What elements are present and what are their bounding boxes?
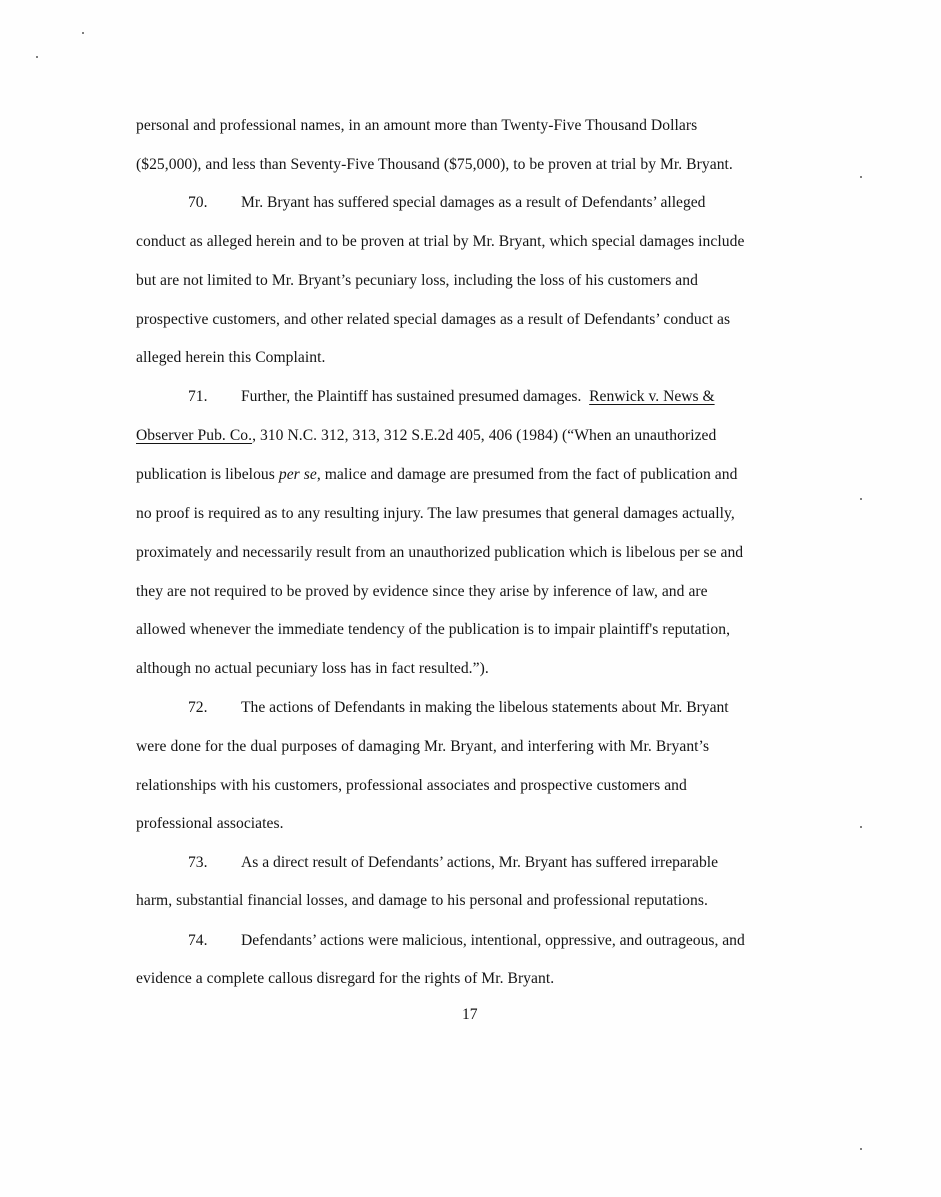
case-citation-part-2: Observer Pub. Co. (136, 427, 253, 444)
paragraph-line: As a direct result of Defendants’ actions, Mr. Bryant has suffered irreparable (241, 854, 719, 871)
paragraph-line: The actions of Defendants in making the libelous statements about Mr. Bryant (241, 699, 729, 716)
intro-line-2: ($25,000), and less than Seventy-Five Thousand ($75,000), to be proven at trial by Mr. Bryant. (136, 156, 733, 173)
paragraph-number: 72. (188, 699, 208, 716)
scan-speck (860, 176, 862, 178)
paragraph-text: publication is libelous (136, 466, 279, 483)
paragraph-line: no proof is required as to any resulting injury. The law presumes that general damages actually, (136, 505, 735, 522)
paragraph-line: evidence a complete callous disregard for the rights of Mr. Bryant. (136, 970, 555, 987)
scan-speck (860, 498, 862, 500)
paragraph-text: Further, the Plaintiff has sustained presumed damages. (241, 388, 582, 405)
paragraph-number: 71. (188, 388, 208, 405)
paragraph-line: proximately and necessarily result from an unauthorized publication which is libelous per se and (136, 544, 744, 561)
paragraph-line: were done for the dual purposes of damaging Mr. Bryant, and interfering with Mr. Bryant’s (136, 738, 710, 755)
paragraph-line: conduct as alleged herein and to be proven at trial by Mr. Bryant, which special damages include (136, 233, 745, 250)
paragraph-line: but are not limited to Mr. Bryant’s pecuniary loss, including the loss of his customers and (136, 272, 698, 289)
paragraph-line: allowed whenever the immediate tendency of the publication is to impair plaintiff's reputation, (136, 621, 731, 638)
paragraph-line (136, 465, 737, 485)
paragraph-line (136, 426, 716, 446)
citation-reference: , 310 N.C. 312, 313, 312 S.E.2d 405, 406 (1984) (“When an unauthorized (252, 427, 717, 444)
paragraph-line: relationships with his customers, professional associates and prospective customers and (136, 777, 687, 794)
paragraph-line: alleged herein this Complaint. (136, 349, 326, 366)
intro-line-1: personal and professional names, in an amount more than Twenty-Five Thousand Dollars (136, 117, 698, 134)
paragraph-line: although no actual pecuniary loss has in fact resulted.”). (136, 660, 489, 677)
scan-speck (860, 826, 862, 828)
paragraph-line: they are not required to be proved by evidence since they arise by inference of law, and are (136, 583, 708, 600)
paragraph-line: harm, substantial financial losses, and damage to his personal and professional reputations. (136, 892, 708, 909)
paragraph-line (241, 387, 715, 407)
paragraph-line: prospective customers, and other related special damages as a result of Defendants’ conduct as (136, 311, 731, 328)
paragraph-number: 74. (188, 932, 208, 949)
paragraph-number: 73. (188, 854, 208, 871)
paragraph-line: professional associates. (136, 815, 284, 832)
paragraph-line: Mr. Bryant has suffered special damages as a result of Defendants’ alleged (241, 194, 706, 211)
paragraph-number: 70. (188, 194, 208, 211)
scan-speck (82, 32, 84, 34)
paragraph-text: , malice and damage are presumed from the fact of publication and (316, 466, 738, 483)
italic-term: per se (278, 466, 317, 483)
case-citation-part-1: Renwick v. News & (589, 388, 715, 405)
scan-speck (36, 56, 38, 58)
page-number: 17 (462, 1006, 478, 1023)
paragraph-line: Defendants’ actions were malicious, intentional, oppressive, and outrageous, and (241, 932, 745, 949)
scan-speck (860, 1148, 862, 1150)
